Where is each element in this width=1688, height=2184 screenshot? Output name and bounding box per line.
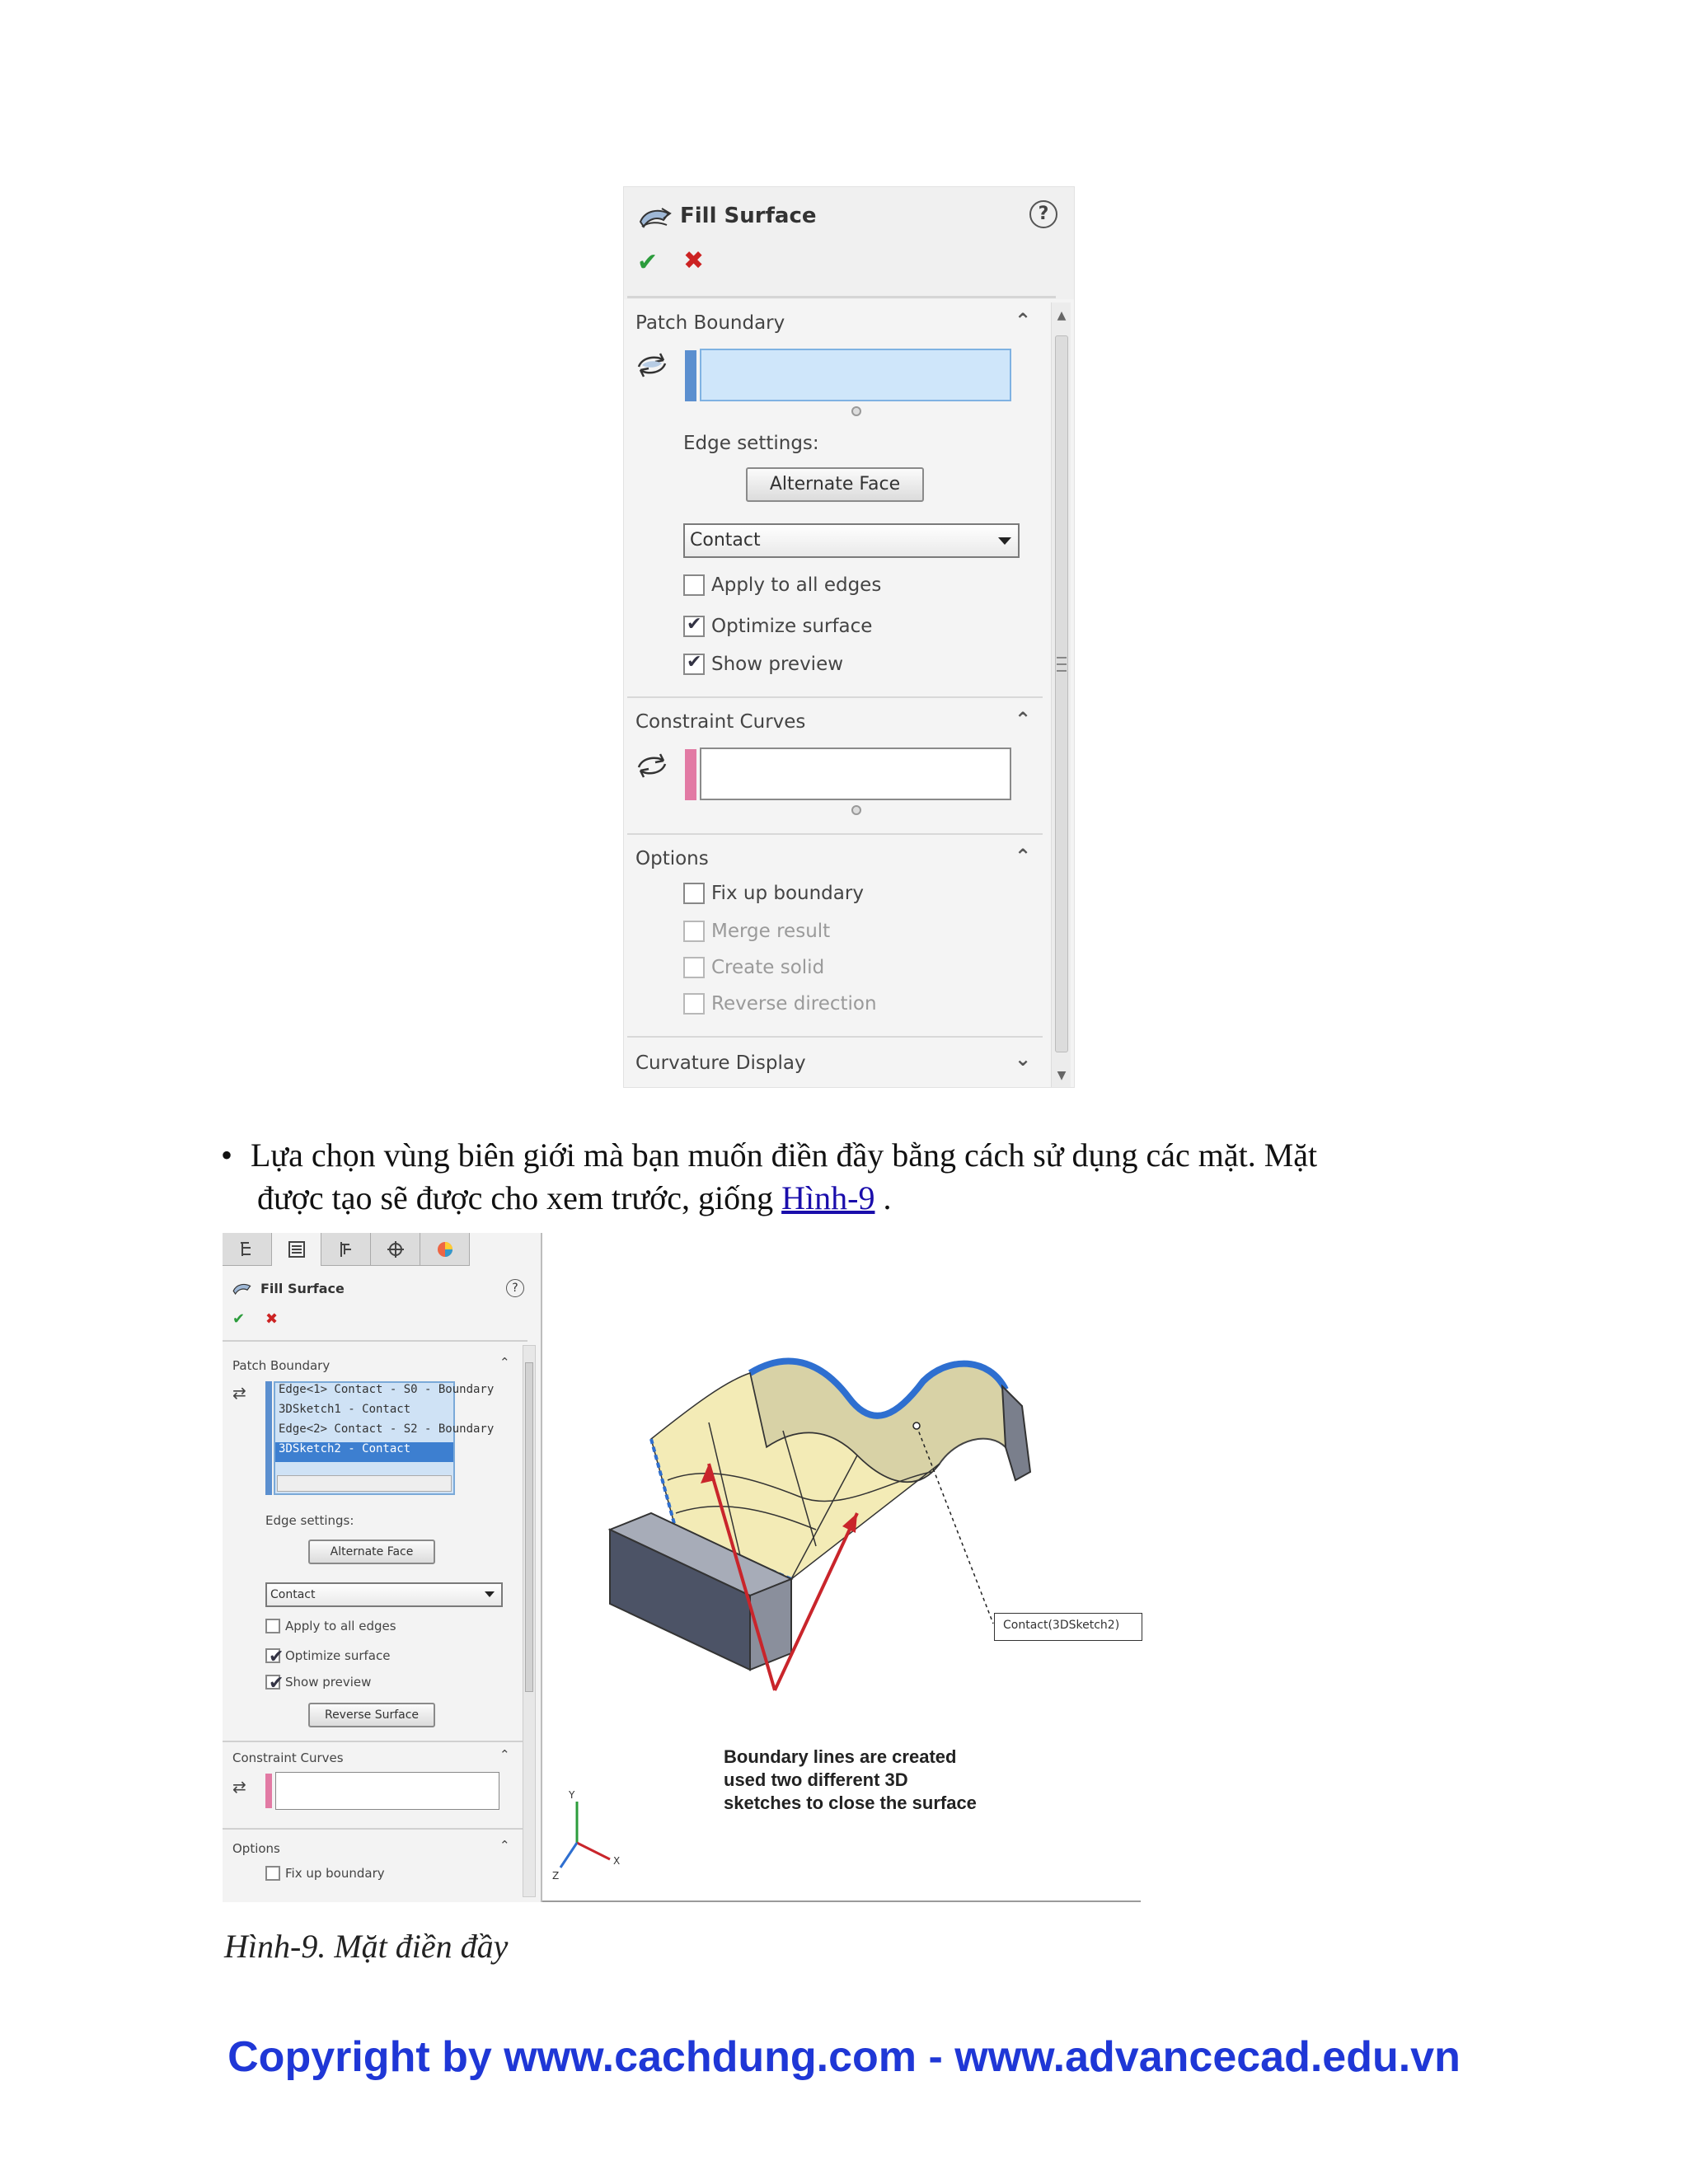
paragraph-line-1: Lựa chọn vùng biên giới mà bạn muốn điền đầy bằng cách sử dụng các mặt. Mặt (251, 1137, 1318, 1174)
patch-boundary-selection-box[interactable] (700, 349, 1011, 401)
triad-x-label: X (613, 1855, 621, 1867)
help-icon[interactable]: ? (1029, 200, 1057, 228)
scrollbar-thumb[interactable] (525, 1362, 533, 1692)
fill-surface-icon (231, 1279, 254, 1299)
fix-up-boundary-checkbox[interactable] (265, 1866, 280, 1881)
close-icon[interactable]: ✖ (265, 1310, 279, 1328)
coordinate-triad-icon (552, 1789, 620, 1882)
fill-surface-icon (637, 202, 673, 235)
merge-result-checkbox[interactable] (683, 921, 705, 942)
apply-all-edges-checkbox[interactable] (265, 1619, 280, 1633)
configuration-icon (336, 1240, 356, 1259)
reverse-direction-checkbox[interactable] (683, 993, 705, 1015)
chevron-down-icon[interactable]: ⌄ (1015, 1047, 1032, 1071)
chevron-up-icon[interactable]: ⌃ (1015, 845, 1032, 868)
line2-suffix: . (874, 1179, 892, 1216)
divider (223, 1340, 528, 1342)
chevron-up-icon[interactable]: ⌃ (1015, 309, 1032, 332)
chevron-up-icon[interactable]: ⌃ (499, 1747, 510, 1762)
create-solid-label: Create solid (711, 957, 825, 978)
scrollbar-thumb[interactable] (1055, 335, 1068, 1052)
boundary-color-strip (265, 1381, 272, 1495)
paragraph-line-2 (257, 1177, 891, 1220)
chevron-up-icon[interactable]: ⌃ (499, 1355, 510, 1370)
list-item[interactable]: Edge<2> Contact - S2 - Boundary (279, 1422, 495, 1436)
edge-settings-label: Edge settings: (683, 433, 819, 454)
dimxpert-tab[interactable] (371, 1233, 420, 1266)
dropdown-arrow-icon (998, 537, 1011, 545)
contact-select[interactable] (683, 523, 1020, 558)
reverse-direction-label: Reverse direction (711, 993, 877, 1015)
chevron-up-icon[interactable]: ⌃ (1015, 708, 1032, 731)
show-preview-checkbox[interactable] (683, 654, 705, 675)
grip-icon (1057, 657, 1067, 672)
crosshair-icon (386, 1240, 406, 1259)
contact-callout-label: Contact(3DSketch2) (994, 1613, 1142, 1641)
constraint-curves-title[interactable]: Constraint Curves (232, 1750, 344, 1765)
panel-header (624, 187, 1074, 299)
divider (223, 1741, 528, 1742)
line2-prefix: được tạo sẽ được cho xem trước, giống (257, 1179, 782, 1216)
checkmark-icon[interactable]: ✔ (232, 1310, 246, 1328)
close-icon[interactable]: ✖ (683, 246, 705, 275)
apply-all-edges-label: Apply to all edges (711, 574, 882, 596)
panel-title: Fill Surface (680, 204, 817, 228)
divider (627, 1036, 1043, 1038)
alternate-face-button[interactable]: Alternate Face (746, 467, 924, 502)
scroll-up-icon[interactable]: ▲ (1057, 309, 1067, 322)
property-list-icon (287, 1240, 307, 1259)
contact-select-value: Contact (270, 1588, 316, 1601)
fix-up-boundary-checkbox[interactable] (683, 883, 705, 904)
boundary-list[interactable] (274, 1381, 495, 1495)
merge-result-label: Merge result (711, 921, 831, 942)
create-solid-checkbox[interactable] (683, 957, 705, 978)
triad-y-label: Y (569, 1789, 575, 1801)
resize-handle[interactable] (851, 805, 861, 815)
manager-tabs (223, 1233, 470, 1266)
optimize-surface-checkbox[interactable] (265, 1648, 280, 1663)
property-manager-tab[interactable] (272, 1233, 321, 1266)
list-item-selected[interactable]: 3DSketch2 - Contact (275, 1442, 453, 1462)
chevron-up-icon[interactable]: ⌃ (499, 1838, 510, 1853)
contact-select-value: Contact (690, 530, 761, 551)
boundary-annotation (724, 1746, 977, 1815)
annotation-line: Boundary lines are created (724, 1746, 957, 1767)
list-item[interactable]: Edge<1> Contact - S0 - Boundary (279, 1383, 495, 1396)
copyright-footer: Copyright by www.cachdung.com - www.advancecad.edu.vn (227, 2033, 1461, 2081)
divider (627, 833, 1043, 835)
dropdown-arrow-icon (485, 1591, 495, 1597)
right-end-plate (1002, 1386, 1030, 1480)
selection-arrows-icon (635, 751, 668, 779)
constraint-curves-selection-box[interactable] (700, 748, 1011, 800)
feature-tree-icon (237, 1240, 257, 1259)
fix-up-boundary-label: Fix up boundary (285, 1866, 385, 1881)
show-preview-checkbox[interactable] (265, 1675, 280, 1690)
constraint-selection-box[interactable] (275, 1772, 499, 1810)
optimize-surface-label: Optimize surface (711, 616, 873, 637)
display-manager-tab[interactable] (420, 1233, 470, 1266)
triad-z-label: Z (552, 1870, 560, 1882)
list-item[interactable]: 3DSketch1 - Contact (279, 1403, 411, 1416)
apply-all-edges-checkbox[interactable] (683, 574, 705, 596)
divider (627, 696, 1043, 698)
resize-handle[interactable] (851, 406, 861, 416)
fill-surface-property-manager (623, 186, 1075, 1088)
checkmark-icon[interactable]: ✔ (637, 248, 659, 277)
constraint-color-strip (265, 1774, 272, 1808)
divider (627, 296, 1056, 298)
constraint-curves-color-strip (685, 749, 696, 800)
annotation-line: used two different 3D (724, 1769, 908, 1790)
optimize-surface-label: Optimize surface (285, 1648, 391, 1663)
alternate-face-button[interactable]: Alternate Face (308, 1540, 435, 1564)
figure-caption: Hình-9. Mặt điền đầy (224, 1928, 509, 1965)
edge-settings-label: Edge settings: (265, 1513, 354, 1528)
panel-title: Fill Surface (260, 1281, 345, 1296)
vertical-scrollbar[interactable] (523, 1345, 536, 1897)
help-icon[interactable]: ? (506, 1279, 524, 1297)
selection-arrows-icon: ⇄ (232, 1383, 246, 1403)
figure-9-link[interactable]: Hình-9 (781, 1179, 875, 1216)
callout-anchor (913, 1422, 920, 1429)
annotation-line: sketches to close the surface (724, 1793, 977, 1813)
feature-manager-tab[interactable] (223, 1233, 272, 1266)
show-preview-label: Show preview (285, 1675, 372, 1690)
contact-select[interactable] (265, 1582, 503, 1607)
fix-up-boundary-label: Fix up boundary (711, 883, 864, 904)
curvature-display-title[interactable]: Curvature Display (635, 1052, 806, 1074)
patch-boundary-title[interactable]: Patch Boundary (635, 312, 785, 334)
vertical-scrollbar[interactable] (1051, 302, 1071, 1087)
scroll-down-icon[interactable]: ▼ (1057, 1069, 1067, 1082)
selection-arrows-icon (635, 350, 668, 378)
show-preview-label: Show preview (711, 654, 844, 675)
bullet-mark: • (221, 1137, 233, 1174)
options-title[interactable]: Options (232, 1841, 280, 1856)
options-title[interactable]: Options (635, 848, 709, 869)
patch-boundary-color-strip (685, 350, 696, 401)
configuration-manager-tab[interactable] (321, 1233, 371, 1266)
horizontal-scrollbar[interactable] (277, 1475, 452, 1492)
patch-boundary-title[interactable]: Patch Boundary (232, 1358, 331, 1373)
constraint-curves-title[interactable]: Constraint Curves (635, 711, 806, 733)
appearance-icon (435, 1240, 455, 1259)
selection-arrows-icon: ⇄ (232, 1777, 246, 1797)
small-fill-surface-panel (223, 1233, 542, 1902)
reverse-surface-button[interactable]: Reverse Surface (308, 1703, 435, 1727)
divider (223, 1828, 528, 1830)
optimize-surface-checkbox[interactable] (683, 616, 705, 637)
apply-all-edges-label: Apply to all edges (285, 1619, 396, 1633)
figure-9-screenshot (223, 1233, 1141, 1902)
